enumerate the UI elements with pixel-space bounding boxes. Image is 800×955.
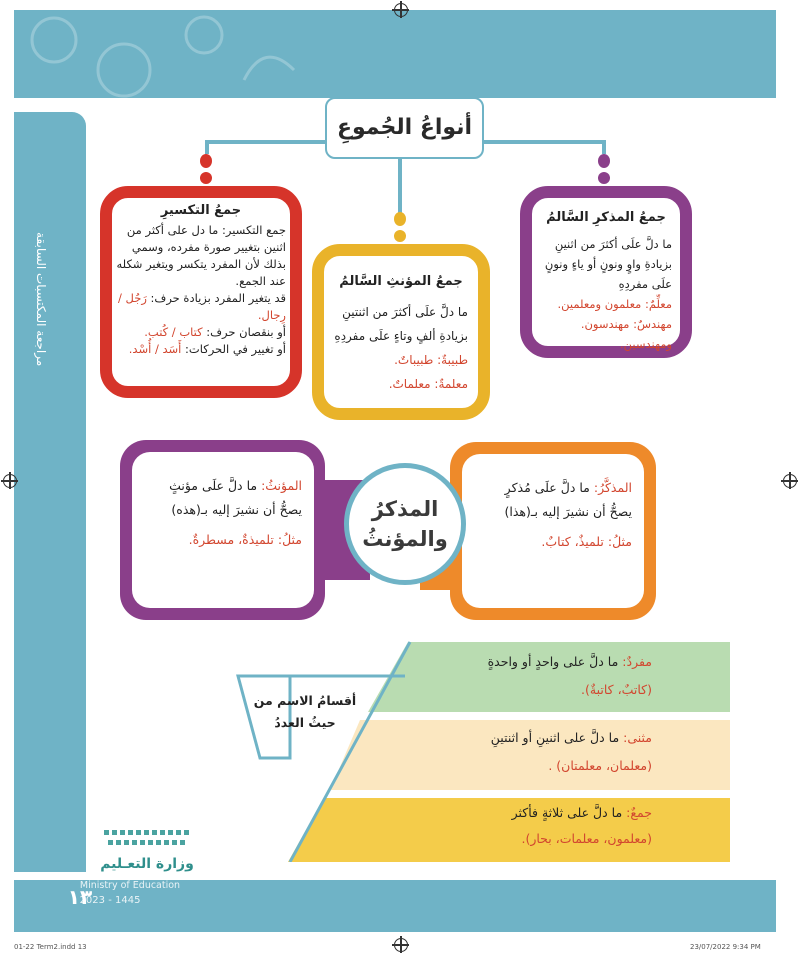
example-text: (كاتبٌ، كاتبةٌ). [581,682,652,697]
example-text: مثلُ: تلميذةٌ، مسطرةٌ. [188,532,302,547]
card-broken-plural [100,186,302,398]
card-example: رَجُل / رِجال. [117,291,286,322]
registration-mark-icon [3,474,17,488]
card-example: أَسَد / أُسْد. [128,342,182,356]
drop-icon [394,212,406,226]
connector-line [205,140,209,154]
card-definition: ما دلَّ علَى أكثرَ من اثنينِ بزيادةِ واوٍ ونونٍ أو ياءٍ ونونٍ علَى مفردِهِ [544,237,672,291]
term-label: المذكَّرُ: [593,480,632,495]
drop-icon [200,154,212,168]
stripe-dual [370,724,652,780]
circle-line: المذكرُ [371,497,439,521]
card-text: قد يتغير المفرد بزيادة حرف: [150,291,286,305]
term-label: جمعٌ: [626,805,652,820]
ministry-name-ar: وزارة التعـليم [100,856,194,872]
circle-line: والمؤنثُ [362,527,448,551]
gender-title-circle [344,463,466,585]
ministry-name-en: Ministry of Education [79,880,181,891]
ministry-year: 2023 - 1445 [79,895,141,906]
stripe-plural [340,800,652,852]
definition-text: ما دلَّ علَى مؤنثٍ [169,478,258,493]
connector-line [398,155,402,215]
connector-line [602,140,606,154]
top-banner [14,10,776,98]
drop-icon [598,172,610,184]
term-label: المؤنثُ: [261,478,302,493]
term-label: مفردٌ: [622,654,652,669]
card-example: طبيبةٌ: طبيباتٌ. [394,353,468,367]
feminine-def-box [132,452,314,608]
card-example: مهندسٌ: مهندسون. [580,317,672,331]
card-example: كتاب / كُتب. [144,325,203,339]
pattern-decoration [14,10,314,98]
ministry-logo-dots-icon [102,826,194,854]
definition-text: ما دلَّ علَى مُذكرٍ [504,480,590,495]
term-label: مثنى: [623,730,652,745]
card-feminine-plural [312,244,490,420]
definition-text: يصحُّ أن نشيرَ إليه بـ(هذه) [171,502,302,517]
example-text: مثلُ: تلميذٌ، كتابٌ. [541,534,632,549]
card-example: ومهندسين. [619,337,672,351]
label-line: أقسامُ الاسم من [253,693,357,708]
registration-mark-icon [394,3,408,17]
card-title: جمعُ التكسيرِ [160,203,242,218]
example-text: (معلمون، معلمات، بحار). [521,831,652,846]
card-example: معلِّمٌ: معلمون ومعلمين. [557,297,672,311]
card-title: جمعُ المذكرِ السَّالمُ [546,210,666,225]
card-example: معلمةٌ: معلماتٌ. [388,377,468,391]
registration-mark-icon [394,938,408,952]
print-slug-left: 01-22 Term2.indd 13 [14,943,87,951]
side-tab [14,112,86,872]
drop-icon [394,230,406,242]
card-definition: ما دلَّ علَى أكثرَ من اثنتينِ بزيادةِ ألفٍ وتاءٍ علَى مفردِهِ [334,305,468,343]
card-title: جمعُ المؤنثِ السَّالمُ [339,274,463,289]
card-definition: جمع التكسير: ما دل على أكثر من اثنين بتغيير صورة مفرده، وسمي بذلك لأن المفرد يتكسر ويتغير شكله عند الجمع. [116,223,286,288]
example-text: (معلمان، معلمتان) . [548,758,652,773]
print-slug-right: 23/07/2022 9:34 PM [690,943,761,951]
number-label [250,690,360,734]
drop-icon [598,154,610,168]
drop-icon [200,172,212,184]
registration-mark-icon [783,474,797,488]
main-title: أنواعُ الجُموعِ [325,97,484,159]
definition-text: ما دلَّ على ثلاثةٍ فأكثر [511,805,623,820]
side-tab-title: مراجعة المكتسبات السابقة [34,232,48,367]
card-text: أو بنقصان حرف: [206,325,286,339]
definition-text: ما دلَّ على واحدٍ أو واحدةٍ [487,654,619,669]
definition-text: ما دلَّ على اثنينِ أو اثنتينِ [490,730,620,745]
label-line: حيثُ العددُ [274,715,336,730]
masculine-def-box [462,454,644,608]
card-text: أو تغيير في الحركات: [185,342,286,356]
page-number: ١٣ [67,885,93,909]
stripe-singular [380,648,652,704]
card-masculine-plural [520,186,692,358]
definition-text: يصحُّ أن نشيرَ إليه بـ(هذا) [504,504,632,519]
